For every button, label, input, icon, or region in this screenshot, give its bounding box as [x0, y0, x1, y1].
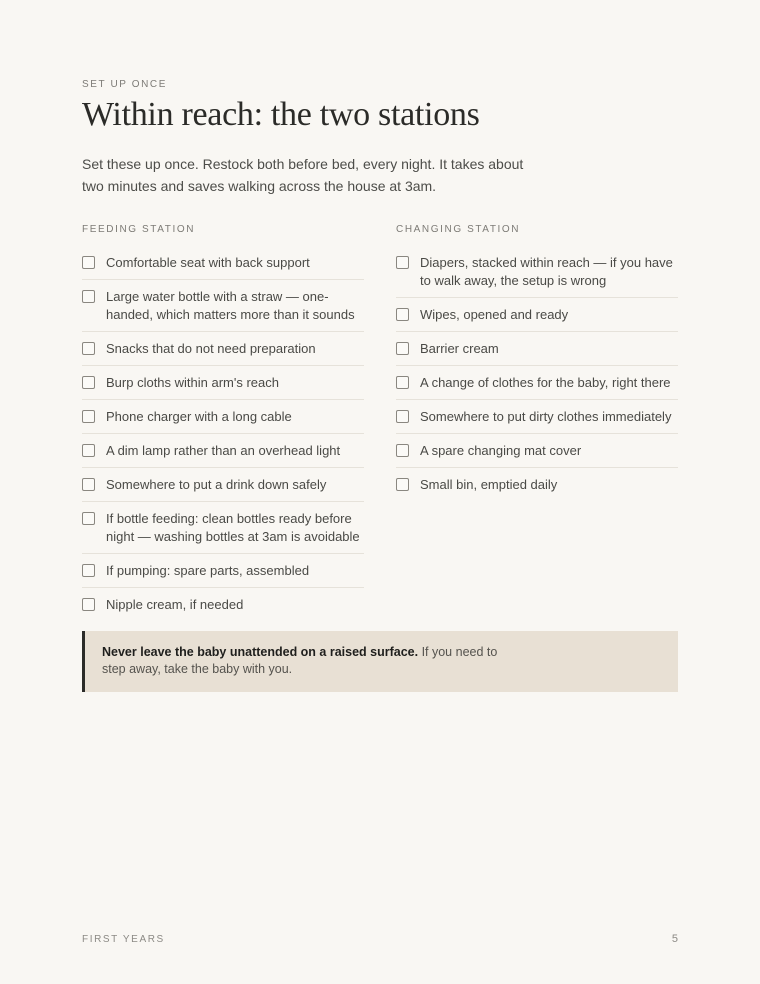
feeding-checklist	[82, 249, 364, 621]
checkbox[interactable]	[82, 410, 95, 423]
checkbox[interactable]	[396, 376, 409, 389]
checklist-item-label: A spare changing mat cover	[420, 443, 582, 458]
checkbox[interactable]	[396, 410, 409, 423]
checklist-item-label: If pumping: spare parts, assembled	[106, 563, 310, 578]
checklist-item[interactable]	[82, 332, 364, 366]
checklist-item[interactable]	[396, 298, 678, 332]
checklist-item[interactable]	[82, 554, 364, 588]
checklist-item-label: Diapers, stacked within reach — if you have to walk away, the setup is wrong	[420, 255, 673, 288]
checklist-item-label: Somewhere to put dirty clothes immediately	[420, 409, 672, 424]
checkbox[interactable]	[396, 444, 409, 457]
page	[82, 0, 678, 984]
safety-callout-text: If you need to step away, take the baby with you.	[102, 645, 498, 676]
checkbox[interactable]	[82, 376, 95, 389]
feeding-station-column	[82, 224, 364, 621]
checklist-item[interactable]	[396, 468, 678, 501]
changing-station-heading: CHANGING STATION	[396, 224, 521, 235]
checklist-item[interactable]	[396, 249, 678, 298]
checklist-item-label: Barrier cream	[420, 341, 499, 356]
checklist-item[interactable]	[396, 400, 678, 434]
checklist-item[interactable]	[82, 588, 364, 621]
checklist-item-label: A dim lamp rather than an overhead light	[106, 443, 341, 458]
eyebrow: SET UP ONCE	[82, 79, 168, 90]
checklist-item[interactable]	[82, 280, 364, 332]
checklist-item-label: Burp cloths within arm's reach	[106, 375, 279, 390]
checkbox[interactable]	[82, 564, 95, 577]
intro-paragraph: Set these up once. Restock both before bed, every night. It takes about two minutes and saves walking across the house at 3am.	[82, 156, 524, 194]
checklist-item-label: Nipple cream, if needed	[106, 597, 244, 612]
changing-station-column	[396, 224, 678, 501]
checklist-item[interactable]	[396, 366, 678, 400]
checkbox[interactable]	[396, 256, 409, 269]
checklist-item[interactable]	[82, 502, 364, 554]
changing-checklist	[396, 249, 678, 501]
checklist-item[interactable]	[82, 468, 364, 502]
checklist-item[interactable]	[82, 434, 364, 468]
checklist-item-label: Large water bottle with a straw — one-handed, which matters more than it sounds	[106, 289, 355, 322]
checklist-item-label: A change of clothes for the baby, right there	[420, 375, 671, 390]
checkbox[interactable]	[82, 290, 95, 303]
checklist-item-label: Snacks that do not need preparation	[106, 341, 316, 356]
checklist-item-label: Wipes, opened and ready	[420, 307, 569, 322]
checklist-item-label: Phone charger with a long cable	[106, 409, 292, 424]
checkbox[interactable]	[396, 478, 409, 491]
checkbox[interactable]	[82, 342, 95, 355]
checklist-item-label: Comfortable seat with back support	[106, 255, 310, 270]
checklist-item[interactable]	[396, 434, 678, 468]
page-title: Within reach: the two stations	[82, 96, 480, 133]
checklist-item-label: If bottle feeding: clean bottles ready before night — washing bottles at 3am is avoidable	[106, 511, 360, 544]
checkbox[interactable]	[82, 512, 95, 525]
checklist-item[interactable]	[396, 332, 678, 366]
checkbox[interactable]	[82, 478, 95, 491]
checkbox[interactable]	[82, 256, 95, 269]
feeding-station-heading: FEEDING STATION	[82, 224, 196, 235]
footer-title: FIRST YEARS	[82, 934, 165, 945]
checklist-item[interactable]	[82, 400, 364, 434]
checklist-item[interactable]	[82, 366, 364, 400]
checkbox[interactable]	[396, 342, 409, 355]
checklist-item-label: Small bin, emptied daily	[420, 477, 558, 492]
checkbox[interactable]	[82, 444, 95, 457]
page-number: 5	[671, 933, 678, 945]
checkbox[interactable]	[82, 598, 95, 611]
checklist-item[interactable]	[82, 249, 364, 280]
safety-callout	[82, 631, 678, 692]
checklist-item-label: Somewhere to put a drink down safely	[106, 477, 327, 492]
safety-callout-bold: Never leave the baby unattended on a raised surface.	[102, 645, 419, 659]
checkbox[interactable]	[396, 308, 409, 321]
